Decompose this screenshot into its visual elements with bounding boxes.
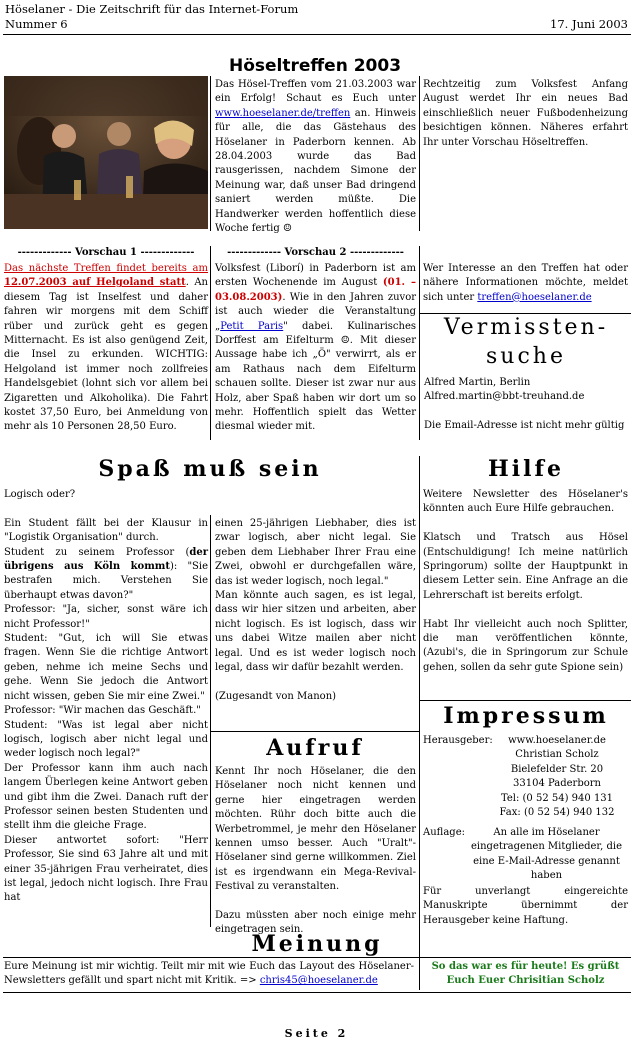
column-divider	[419, 246, 420, 440]
vermisst-headline: Vermissten-	[443, 315, 609, 340]
column-divider	[210, 246, 211, 440]
meinung-email-link[interactable]: chris45@hoeselaner.de	[259, 975, 378, 987]
vorschau1-heading: ------------- Vorschau 1 -------------	[17, 247, 195, 258]
hilfe-text: Weitere Newsletter des Höselaner's könnten auch Eure Hilfe gebrauchen. Klatsch und Tratsch aus Hösel (Entschuldigung! Ich meine natürlich Springorum) sollte der Hauptpunkt in diesem Letter sein. Eine Anfrage an die Lehrerschaft ist bereits erfolgt. Habt Ihr vielleicht auch noch Splitter, die man veröffentlichen könnte, (Azubi's, die in Springorum zur Schule gehen, sollen da sehr gute Spione sein)	[423, 489, 628, 673]
header-rule	[3, 34, 631, 35]
vorschau1-text: Das nächste Treffen findet bereits am 12.07.2003 auf Helgoland statt. An diesem Tag ist Inselfest und daher fahren wir morgens mit dem Schiff rüber und zurück geht es gegen Mitternacht. Es ist also genügend Zeit, die Insel zu erkunden. WICHTIG: Helgoland ist immer noch zollfreies Handelsgebiet (lohnt sich vor allem bei Zigaretten und Alkoholika). Die Fahrt kostet 37,50 Euro, bei Anmeldung von mehr als 10 Personen 28,50 Euro.	[4, 263, 208, 433]
impressum-auflage: An alle im Höselaner eingetragenen Mitglieder, die eine E-Mail-Adresse genannt haben	[471, 827, 622, 882]
meinung-bottom-rule	[3, 992, 631, 993]
impressum-publisher-label: Herausgeber:	[423, 735, 493, 746]
aufruf-headline: Aufruf	[266, 735, 364, 761]
impressum-rule	[419, 700, 631, 701]
issue-date: 17. Juni 2003	[550, 17, 628, 31]
column-divider	[419, 456, 420, 990]
aufruf-rule	[210, 731, 420, 732]
meinung-rule	[3, 957, 631, 958]
column-divider	[419, 76, 420, 231]
treffen-email-link[interactable]: treffen@hoeselaner.de	[477, 291, 592, 303]
vorschau1-highlight: Das nächste Treffen findet bereits am	[4, 263, 208, 274]
vorschau2-dates: (01. – 03.08.2003)	[215, 277, 416, 303]
treffen-text-2: Rechtzeitig zum Volksfest Anfang August werdet Ihr ein neues Bad einschließlich neuer Fußbodenheizung besichtigen können. Näheres erfahrt Ihr unter Vorschau Höseltreffen.	[423, 79, 628, 148]
vermisst-note: Die Email-Adresse ist nicht mehr gültig	[424, 420, 625, 431]
page-number: Seite 2	[284, 1027, 349, 1040]
vermisst-email: Alfred.martin@bbt-treuhand.de	[424, 391, 585, 402]
spass-text-2: einen 25-jährigen Liebhaber, dies ist zwar logisch, aber nicht legal. Sie geben dem Liebhaber Ihrer Frau eine Zwei, obwohl er durchgefallen wäre, das ist weder logisch, noch legal." Man könnte auch sagen, es ist legal, dass wir hier sitzen und arbeiten, aber nicht logisch. Es ist logisch, dass wir uns dabei Witze mailen aber nicht legal. Und es ist weder logisch noch legal, dass wir dafür bezahlt werden. (Zugesandt von Manon)	[215, 518, 416, 702]
column-divider	[210, 515, 211, 927]
impressum-auflage-label: Auflage:	[423, 827, 465, 838]
closing-greeting: So das war es für heute! Es grüßt Euch Euer Chrisitian Scholz	[431, 961, 620, 987]
treffen-photo	[4, 76, 208, 229]
treffen-text: Das Hösel-Treffen vom 21.03.2003 war ein Erfolg! Schaut es Euch unter www.hoeselaner.de/treffen an. Hinweis für alle, die das Gästehaus des Höselaner in Paderborn kennen. Ab 28.04.2003 wurde das Bad rausgerissen, nachdem Simone der Meinung war, daß unser Bad dringend saniert werden müßte. Die Handwerker werden hoffentlich diese Woche fertig ☺	[215, 79, 416, 235]
hilfe-headline: Hilfe	[488, 456, 564, 482]
aufruf-text: Kennt Ihr noch Höselaner, die den Höselaner noch nicht kennen und gerne hier eingetragen werden möchten. Rühr doch bitte auch die Werbetrommel, je mehr den Höselaner kennen umso besser. Auch "Uralt"-Höselaner sind gerne willkommen. Ziel ist es irgendwann ein Mega-Revival-Festival zu veranstalten. Dazu müssten aber noch einige mehr eingetragen sein.	[215, 766, 416, 936]
meinung-text: Eure Meinung ist mir wichtig. Teilt mir mit wie Euch das Layout des Höselaner-Newsletters gefällt und spart nicht mit Kritik. => chris45@hoeselaner.de	[4, 961, 414, 987]
spass-headline: Spaß muß sein	[98, 456, 322, 482]
vorschau1-date: 12.07.2003 auf Helgoland statt	[4, 277, 186, 289]
issue-number: Nummer 6	[5, 17, 68, 31]
impressum-headline: Impressum	[443, 703, 609, 729]
treffen-headline: Höseltreffen 2003	[228, 56, 402, 76]
vorschau2-text: Volksfest (Liborí) in Paderborn ist am ersten Wochenende im August (01. – 03.08.2003). Wie in den Jahren zuvor ist auch wieder die Veranstaltung „Petit Paris" dabei. Kulinarisches Dorffest am Eifelturm ☺. Mit dieser Aussage habe ich „Ö" verwirrt, als er am Rathaus nach dem Eifelturm schauen sollte. Dieser ist zwar nur aus Holz, aber Spaß haben wir dort um so mehr. Hoffentlich spielt das Wetter diesmal wieder mit.	[215, 263, 416, 433]
petit-paris-link[interactable]: Petit Paris	[220, 320, 284, 332]
meinung-headline: Meinung	[251, 931, 383, 957]
vermisst-rule	[419, 313, 631, 314]
column-divider	[210, 76, 211, 231]
treffen-contact-text: Wer Interesse an den Treffen hat oder nähere Informationen möchte, meldet sich unter treffen@hoeselaner.de	[423, 263, 628, 303]
spass-text: Logisch oder? Ein Student fällt bei der Klausur in "Logistik Organisation" durch. Student zu seinem Professor (der übrigens aus Köln kommt): "Sie bestrafen mich. Verstehen Sie überhaupt etwas davon?" Professor: "Ja, sicher, sonst wäre ich nicht Professor!" Student: "Gut, ich will Sie etwas fragen. Wenn Sie die richtige Antwort geben, nehme ich meine Sechs und gehe. Wenn Sie jedoch die Antwort nicht wissen, geben Sie mir eine Zwei." Professor: "Wir machen das Geschäft." Student: "Was ist legal aber nicht logisch, logisch aber nicht legal und weder logisch noch legal?" Der Professor kann ihm auch nach langem Überlegen keine Antwort geben und gibt ihm die Zwei. Danach ruft der Professor seinen besten Studenten und stellt ihm die gleiche Frage. Dieser antwortet sofort: "Herr Professor, Sie sind 63 Jahre alt und mit einer 35-jährigen Frau verheiratet, dies ist legal, jedoch nicht logisch. Ihre Frau hat	[4, 489, 209, 904]
vorschau2-heading: ------------- Vorschau 2 -------------	[227, 247, 404, 258]
vermisst-headline-2: suche	[486, 344, 566, 369]
treffen-link[interactable]: www.hoeselaner.de/treffen	[215, 107, 351, 119]
newsletter-title: Höselaner - Die Zeitschrift für das Internet-Forum	[5, 2, 299, 16]
vermisst-name: Alfred Martin, Berlin	[424, 377, 531, 388]
impressum-publisher: www.hoeselaner.de Christian Scholz Bielefelder Str. 20 33104 Paderborn Tel: (0 52 54) 940 131 Fax: (0 52 54) 940 132	[499, 735, 615, 819]
impressum-note: Für unverlangt eingereichte Manuskripte übernimmt der Herausgeber keine Haftung.	[423, 886, 628, 926]
